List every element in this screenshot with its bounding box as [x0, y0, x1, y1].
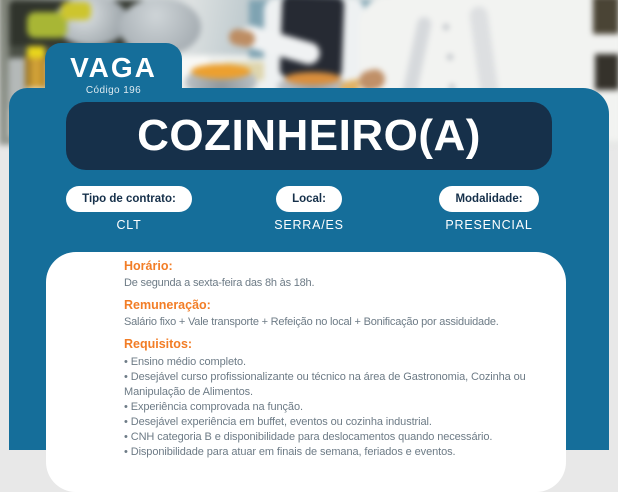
requirement-item: • CNH categoria B e disponibilidade para deslocamentos quando necessário.	[124, 430, 550, 445]
meta-modality	[399, 186, 579, 232]
contract-type-value: CLT	[116, 218, 142, 232]
schedule-text: De segunda a sexta-feira das 8h às 18h.	[124, 277, 315, 289]
oil-bottle-cap-shape	[27, 46, 45, 58]
background-object-shape	[595, 54, 618, 90]
chef-jacket-button-shape	[443, 24, 449, 30]
job-vacancy-flyer	[9, 0, 609, 458]
compensation-text: Salário fixo + Vale transporte + Refeição no local + Bonificação por assiduidade.	[124, 316, 499, 328]
requirements-list	[124, 355, 550, 460]
job-title-banner	[66, 102, 552, 170]
requirement-item: • Experiência comprovada na função.	[124, 400, 550, 415]
meta-contract-type	[39, 186, 219, 232]
modality-pill: Modalidade:	[439, 186, 538, 212]
job-title: COZINHEIRO(A)	[137, 111, 481, 160]
requirements-heading: Requisitos:	[124, 337, 193, 351]
meta-row	[39, 186, 579, 232]
location-value: SERRA/ES	[274, 218, 344, 232]
meta-location	[219, 186, 399, 232]
food-shape	[191, 64, 251, 79]
chef-jacket-button-shape	[447, 54, 453, 60]
requirement-item: • Ensino médio completo.	[124, 355, 550, 370]
contract-type-pill: Tipo de contrato:	[66, 186, 192, 212]
food-shape	[285, 72, 341, 85]
vaga-code: Código 196	[85, 85, 142, 96]
requirement-item: • Desejável experiência em buffet, eventos ou cozinha industrial.	[124, 415, 550, 430]
requirement-item: • Disponibilidade para atuar em finais de semana, feriados e eventos.	[124, 445, 550, 460]
vaga-title: VAGA	[70, 52, 157, 83]
details-card	[46, 252, 566, 492]
requirement-item: • Desejável curso profissionalizante ou técnico na área de Gastronomia, Cozinha ou Manipulação de Alimentos.	[124, 370, 550, 400]
vaga-badge	[45, 43, 182, 105]
schedule-heading: Horário:	[124, 259, 173, 273]
compensation-heading: Remuneração:	[124, 298, 211, 312]
modality-value: PRESENCIAL	[445, 218, 533, 232]
location-pill: Local:	[276, 186, 342, 212]
produce-shape	[61, 2, 91, 20]
background-object-shape	[593, 0, 618, 34]
